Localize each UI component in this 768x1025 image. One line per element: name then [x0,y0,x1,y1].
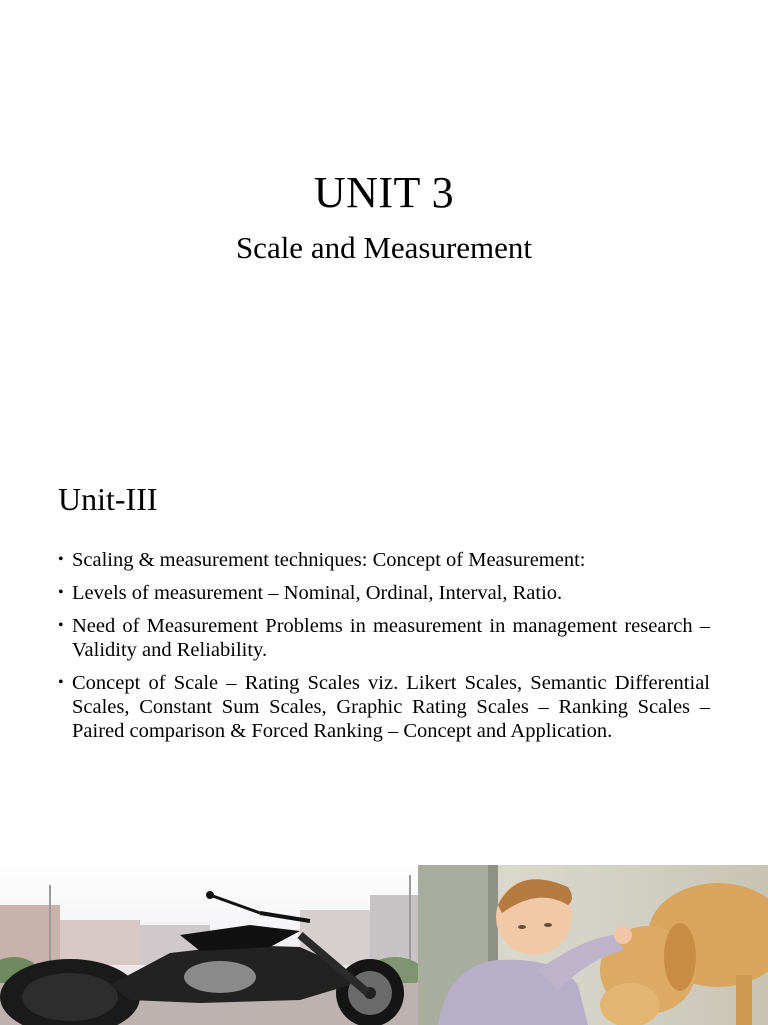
bullet-text: Concept of Scale – Rating Scales viz. Likert Scales, Semantic Differential Scales, Constant Sum Scales, Graphic Rating Scales – Ranking Scales – Paired comparison & Forced Ranking – Concept and Application. [72,672,710,742]
bullet-text: Need of Measurement Problems in measurement in management research – Validity and Reliability. [72,615,710,661]
slide-title: UNIT 3 [313,168,455,217]
bullet-item [58,581,710,605]
bullet-list [58,548,710,752]
bullet-item [58,671,710,743]
content-slide-title: Unit-III [58,481,158,517]
motorcycle-photo [0,865,418,1025]
slide-subtitle: Scale and Measurement [235,230,533,265]
motorcycle-illustration [0,865,418,1025]
baby-dog-illustration [418,865,768,1025]
bullet-icon: • [58,584,64,601]
bullet-text: Scaling & measurement techniques: Concept of Measurement: [72,549,586,571]
bullet-icon: • [58,617,64,634]
bullet-item [58,548,710,572]
baby-and-dog-photo [418,865,768,1025]
content-slide [0,432,768,1024]
bullet-item [58,614,710,662]
bullet-icon: • [58,551,64,568]
bullet-icon: • [58,674,64,691]
title-slide [0,0,768,432]
bullet-text: Levels of measurement – Nominal, Ordinal, Interval, Ratio. [72,582,563,604]
